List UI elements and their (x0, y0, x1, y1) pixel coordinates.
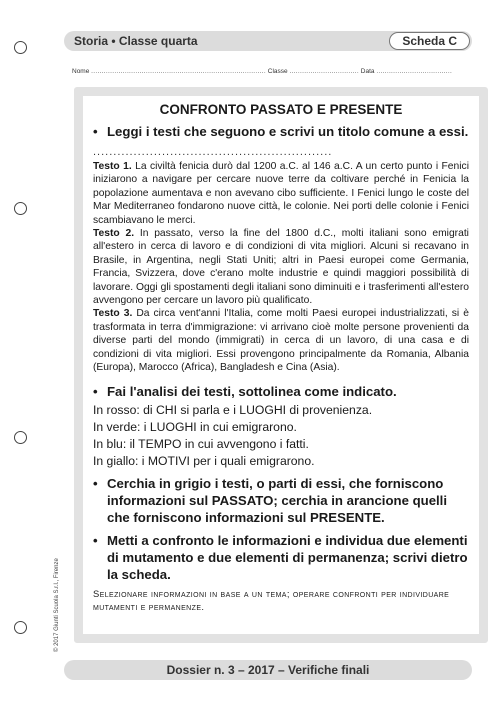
bullet-icon: • (93, 475, 98, 491)
color-instructions (93, 402, 469, 470)
nome-line: ................................................................................... (91, 68, 266, 75)
classe-line: ................................. (289, 68, 359, 75)
bullet-icon: • (93, 383, 98, 399)
binder-hole (14, 431, 27, 444)
task-compare (93, 532, 469, 583)
task-circle (93, 475, 469, 526)
color-blue-line: In blu: il TEMPO in cui avvengono i fatti. (93, 436, 309, 451)
scheda-badge: Scheda C (389, 32, 470, 50)
task-circle-label: Cerchia in grigio i testi, o parti di essi, che forniscono informazioni sul PASSATO; cerchia in arancione quelli che forniscono informazioni sul PRESENTE. (107, 475, 448, 525)
task-read-texts (93, 123, 469, 140)
title-answer-line: ........................................................... (93, 146, 333, 158)
color-green-line: In verde: i LUOGHI in cui emigrarono. (93, 419, 297, 434)
text-2-body: In passato, verso la fine del 1800 d.C., molti italiani sono emigrati all'estero in cerca di lavoro e di condizioni di vita migliori. Alcuni si recavano in Brasile, in Argentina, negli Stati Uniti; altri in Paesi europei come Germania, Francia, Svizzera, dove c'erano molte industrie e quindi maggiori possibilità di lavorare. Oggi gli spostamenti degli italiani sono diminuiti e i trasferimenti all'estero avvengono per cercare un lavoro più qualificato. (93, 228, 469, 307)
color-yellow-line: In giallo: i MOTIVI per i quali emigrarono. (93, 453, 315, 468)
nome-label: Nome (72, 68, 90, 75)
worksheet-title: CONFRONTO PASSATO E PRESENTE (159, 102, 403, 117)
name-class-date-row (72, 68, 472, 75)
binder-hole (14, 621, 27, 634)
text-3 (93, 307, 469, 374)
subject-label: Storia • Classe quarta (74, 34, 198, 48)
task-read-label: Leggi i testi che seguono e scrivi un titolo comune a essi. (107, 124, 469, 139)
binder-hole (14, 202, 27, 215)
task-analysis-label: Fai l'analisi dei testi, sottolinea come indicato. (107, 383, 397, 399)
binder-hole (14, 41, 27, 54)
text-2-label: Testo 2. (93, 228, 135, 240)
text-1-body: La civiltà fenicia durò dal 1200 a.C. al 146 a.C. A un certo punto i Fenici iniziarono a navigare per cercare nuove terre da coltivare perché in Fenicia la popolazione aumentava e non avevano cibo sufficiente. I Fenici lungo le coste del Mar Mediterraneo fondarono nuove città, le colonie. Nei porti delle colonie i Fenici scambiavano le merci. (93, 161, 469, 226)
text-1 (93, 160, 469, 227)
footer-label: Dossier n. 3 – 2017 – Verifiche finali (166, 663, 370, 677)
bullet-icon: • (93, 532, 98, 548)
classe-label: Classe (267, 68, 288, 75)
data-label: Data (360, 68, 375, 75)
task-compare-label: Metti a confronto le informazioni e individua due elementi di mutamento e due elementi di permanenza; scrivi dietro la scheda. (107, 532, 468, 582)
data-line: .................................... (376, 68, 453, 75)
copyright-note: © 2017 Giunti Scuola S.r.l., Firenze (54, 558, 60, 652)
text-3-label: Testo 3. (93, 308, 133, 320)
text-2 (93, 227, 469, 307)
footer-bar (64, 660, 472, 680)
text-1-label: Testo 1. (93, 161, 132, 172)
worksheet-card (74, 87, 488, 643)
color-red-line: In rosso: di CHI si parla e i LUOGHI di provenienza. (93, 402, 373, 417)
learning-objective: Selezionare informazioni in base a un tema; operare confronti per individuare mutamenti e permanenze. (93, 587, 450, 612)
text-3-body: Da circa vent'anni l'Italia, come molti Paesi europei industrializzati, si è trasformata in terra d'immigrazione: vi arrivano cioè molte persone provenienti da diverse parti del mondo (immigrati) in cerca di un lavoro, di una casa e di condizioni di vita migliori. Essi provengono principalmente da Romania, Albania (Europa), Marocco (Africa), Bangladesh e Cina (Asia). (93, 308, 469, 374)
header-bar (64, 31, 472, 51)
task-analysis (93, 383, 469, 400)
bullet-icon: • (93, 124, 98, 139)
